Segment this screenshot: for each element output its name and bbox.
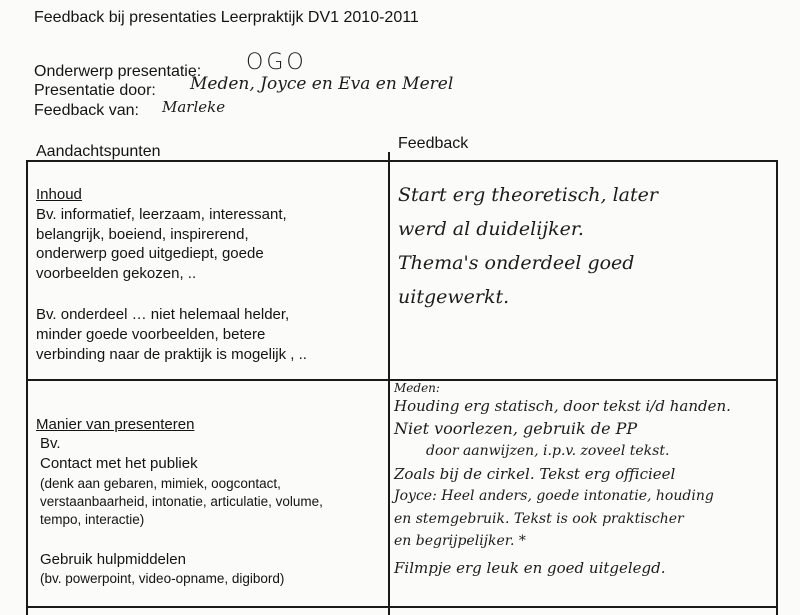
column-header-feedback: Feedback xyxy=(398,135,469,152)
row-presenteren-bv: Bv. xyxy=(40,435,61,452)
text-line: onderwerp goed uitgediept, goede xyxy=(36,245,264,262)
row-inhoud-heading: Inhoud xyxy=(36,186,82,203)
row-presenteren-contact-detail xyxy=(40,475,323,529)
text-line: verstaanbaarheid, intonatie, articulatie, volume, xyxy=(40,494,323,509)
row-presenteren-heading: Manier van presenteren xyxy=(36,416,195,433)
handwritten-line: uitgewerkt. xyxy=(398,286,510,308)
text-line: Bv. onderdeel … niet helemaal helder, xyxy=(36,306,290,323)
handwritten-line: Zoals bij de cirkel. Tekst erg officieel xyxy=(394,464,676,483)
text-line: voorbeelden gekozen, .. xyxy=(36,264,197,282)
handwritten-line: door aanwijzen, i.p.v. zoveel tekst. xyxy=(426,443,670,459)
feedback-from-label: Feedback van: xyxy=(34,102,139,119)
text-line: minder goede voorbeelden, betere xyxy=(36,326,266,343)
row-inhoud-feedback xyxy=(398,178,658,314)
handwritten-line: werd al duidelijker. xyxy=(398,218,584,240)
handwritten-line: en begrijpelijker. * xyxy=(394,533,526,549)
handwritten-line: en stemgebruik. Tekst is ook praktischer xyxy=(394,510,684,527)
row-presenteren-contact: Contact met het publiek xyxy=(40,455,198,472)
handwritten-line: Meden: xyxy=(394,381,440,395)
handwritten-line: Joyce: Heel anders, goede intonatie, houding xyxy=(394,488,714,504)
handwritten-line: Thema's onderdeel goed xyxy=(398,252,635,274)
feedback-from-value: Marleke xyxy=(162,98,226,116)
row-inhoud-examples-positive xyxy=(36,205,287,283)
presenters-label: Presentatie door: xyxy=(34,82,156,99)
table-top-border xyxy=(26,160,778,162)
row-presenteren-aids: Gebruik hulpmiddelen xyxy=(40,551,186,568)
row-inhoud-examples-negative xyxy=(36,305,307,365)
text-line: (denk aan gebaren, mimiek, oogcontact, xyxy=(40,476,281,491)
row-presenteren-feedback xyxy=(394,381,731,579)
text-line: tempo, interactie) xyxy=(40,512,145,527)
text-line: verbinding naar de praktijk is mogelijk , .. xyxy=(36,346,307,363)
handwritten-line: Start erg theoretisch, later xyxy=(398,184,658,206)
handwritten-line: Filmpje erg leuk en goed uitgelegd. xyxy=(394,558,666,577)
text-line: belangrijk, boeiend, inspirerend, xyxy=(36,225,249,243)
table-column-divider xyxy=(388,152,390,615)
column-header-aandachtspunten: Aandachtspunten xyxy=(36,143,161,160)
handwritten-line: Houding erg statisch, door tekst i/d handen. xyxy=(394,397,731,415)
presenters-value: Meden, Joyce en Eva en Merel xyxy=(190,74,454,94)
handwritten-line: Niet voorlezen, gebruik de PP xyxy=(394,418,638,438)
topic-label: Onderwerp presentatie: xyxy=(34,63,202,80)
table-right-border xyxy=(776,160,778,615)
document-title: Feedback bij presentaties Leerpraktijk DV1 2010-2011 xyxy=(34,9,419,26)
row-presenteren-aids-detail: (bv. powerpoint, video-opname, digibord) xyxy=(40,571,285,586)
table-bottom-border xyxy=(26,606,778,608)
topic-value: OGO xyxy=(246,50,307,75)
table-left-border xyxy=(26,160,28,615)
text-line: Bv. informatief, leerzaam, interessant, xyxy=(36,206,287,223)
